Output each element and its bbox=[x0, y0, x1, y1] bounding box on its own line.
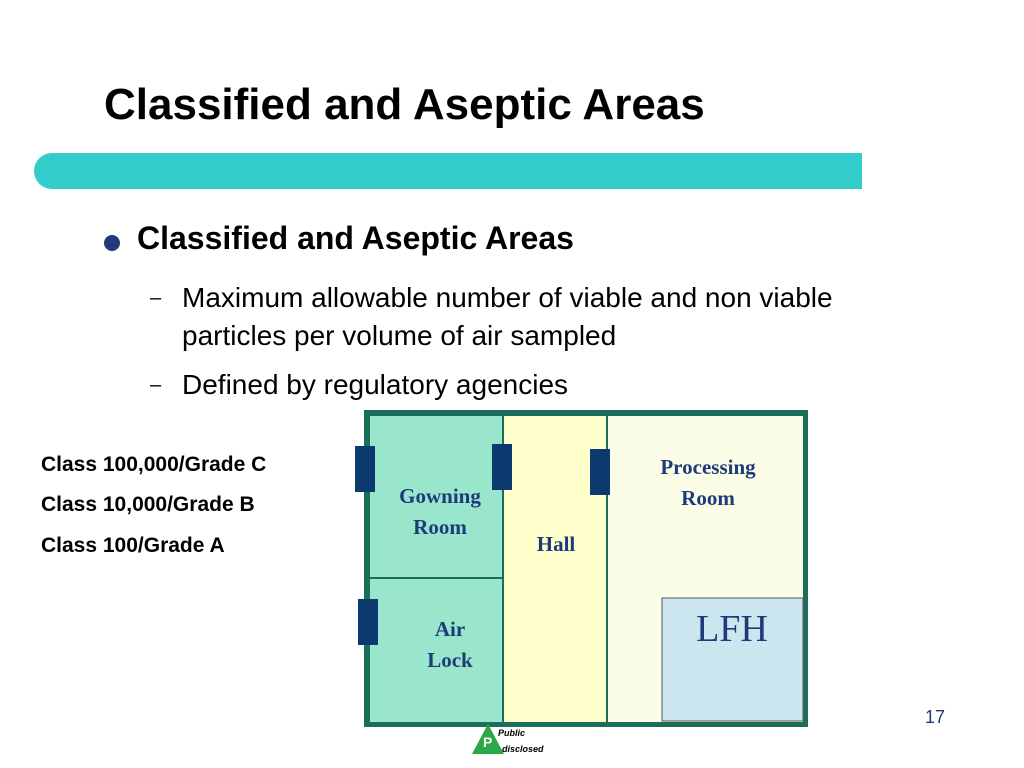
page-number: 17 bbox=[925, 707, 946, 727]
air-lock-label: Air Lock bbox=[427, 617, 473, 672]
class-label-a: Class 100/Grade A bbox=[41, 534, 225, 557]
lfh-label: LFH bbox=[696, 608, 768, 650]
processing-room-label: Processing Room bbox=[660, 455, 756, 510]
door-hall-processing bbox=[590, 449, 610, 495]
door-airlock bbox=[358, 599, 378, 645]
slide-title: Classified and Aseptic Areas bbox=[104, 80, 705, 129]
subbullet-text: Maximum allowable number of viable and non viable particles per volume of air sampled bbox=[182, 282, 833, 351]
logo-letter: P bbox=[483, 734, 493, 750]
subbullet-dash: – bbox=[150, 374, 162, 396]
class-label-c: Class 100,000/Grade C bbox=[41, 453, 267, 476]
hall-label: Hall bbox=[536, 532, 576, 556]
class-label-b: Class 10,000/Grade B bbox=[41, 493, 255, 516]
bullet-text: Classified and Aseptic Areas bbox=[137, 220, 574, 256]
logo-line1: Public bbox=[498, 728, 526, 738]
subbullet-text: Defined by regulatory agencies bbox=[182, 369, 569, 400]
subbullet-dash: – bbox=[150, 287, 162, 309]
logo-line2: disclosed bbox=[502, 744, 544, 754]
door-entry bbox=[355, 446, 375, 492]
gowning-room-label: Gowning Room bbox=[399, 484, 481, 539]
public-disclosed-logo bbox=[472, 720, 562, 760]
